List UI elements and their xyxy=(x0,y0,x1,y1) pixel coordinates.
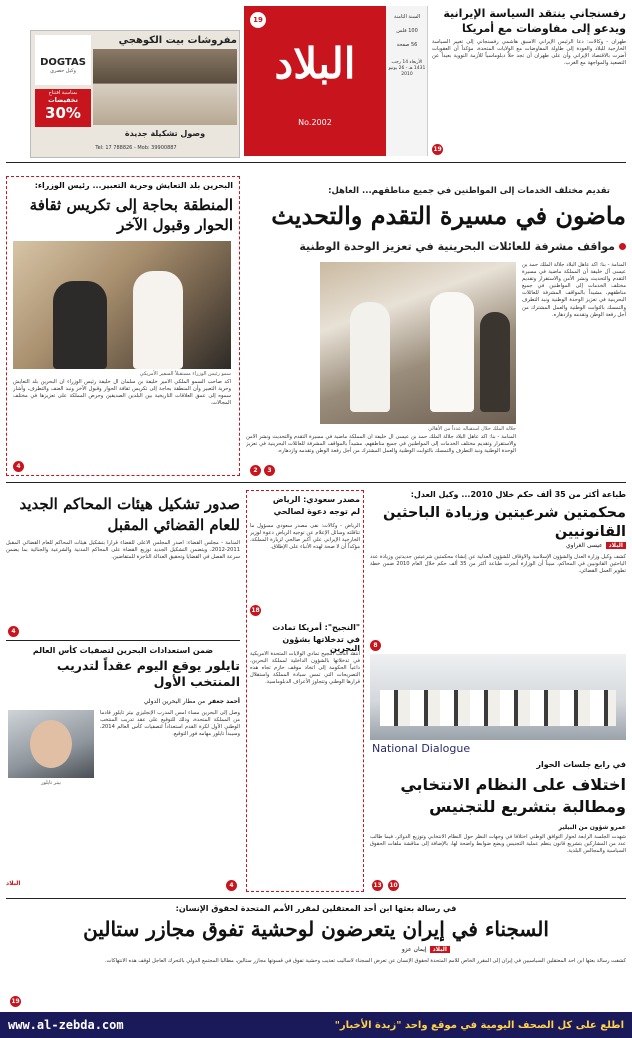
lead-photo-figure-a xyxy=(350,302,390,412)
lead-photo xyxy=(320,262,516,424)
football-headline: تايلور يوقع اليوم عقداً لتدريب المنتخب الأول xyxy=(56,658,240,689)
football-face xyxy=(30,720,72,768)
lead-caption: جلالة الملك خلال استقباله عدداً من الأهالي xyxy=(428,426,516,432)
judicial-body: المنامة - مجلس القضاء: أصدر المجلس الأعلى للقضاء قراراً بتشكيل هيئات المحاكم للعام القضائي المقبل 2011-2012، ويتضمن التشكيل الجديد توزيع القضاة على المحاكم المدنية والشرعية والجنائية بما يضمن سرعة الفصل في القضايا وتحقيق العدالة الناجزة للمتقاضين. xyxy=(6,540,240,561)
saudi-headline: لم توجه دعوة لصالحي xyxy=(273,507,360,516)
lead-ref-1: 2 xyxy=(250,465,261,476)
masthead-issue-no: No.2002 xyxy=(298,118,332,127)
dialogue-photo xyxy=(370,654,626,740)
lead-photo-figure-b xyxy=(430,292,474,412)
dialogue-ref-1: 10 xyxy=(389,882,398,889)
dialogue-kicker: في رابع جلسات الحوار xyxy=(536,760,626,769)
ad-discount-label: تخفيضات xyxy=(48,96,78,104)
saudi-ref: 18 xyxy=(251,607,260,614)
courts-kicker: طباعة أكثر من 35 ألف حكم خلال 2010... وكيل العدل: xyxy=(410,490,626,499)
ad-tagline: وصول تشكيلة جديدة xyxy=(124,129,206,138)
left-story-box[interactable] xyxy=(6,176,240,476)
dialogue-logo-label: National Dialogue xyxy=(372,742,471,755)
top-teaser-body: طهران - وكالات: دعا الرئيس الإيراني الأسبق هاشمي رفسنجاني إلى تغيير السياسة الخارجية للبلاد والعودة إلى طاولة المفاوضات مع الولايات المتحدة، مؤكداً أن العقوبات أضرت بالاقتصاد الإيراني وأن على طهران أن تجد حلاً دبلوماسياً للأزمة النووية بعيداً عن التصعيد والمواجهة مع الغرب. xyxy=(432,39,626,67)
ad-season-label: بمناسبة افتتاح xyxy=(48,90,78,96)
pages-label: 56 صفحة xyxy=(396,42,418,48)
masthead xyxy=(244,6,386,156)
lead-subhead-text: مواقف مشرفة للعائلات البحرينية في تعزيز الوحدة الوطنية xyxy=(299,240,615,253)
football-caption: بيتر تايلور xyxy=(41,780,61,786)
ad-logo-sub: وكيل حصري xyxy=(50,68,76,74)
masthead-badge: 19 xyxy=(250,12,266,28)
judicial-headline: صدور تشكيل هيئات المحاكم الجديد للعام القضائي المقبل xyxy=(19,495,240,534)
prison-ref: 19 xyxy=(11,998,20,1005)
ad-logo-box xyxy=(35,35,91,85)
dialogue-headline: اختلاف على النظام الانتخابي ومطالبة بتشريع للتجنيس xyxy=(400,775,626,816)
saudi-kicker: مصدر سعودي: الرياض xyxy=(272,495,360,504)
football-author-sub: من مطار البحرين الدولي xyxy=(143,698,206,705)
lead-body: المنامة - بنا: أكد عاهل البلاد جلالة الملك حمد بن عيسى آل خليفة أن المملكة ماضية في مسيرة التقدم والتحديث ونشر الأمن والاستقرار وتقديم مختلف الخدمات إلى المواطنين في جميع مناطقهم، مشيداً بالمواقف المشرفة للعائلات البحرينية في تعزيز الوحدة الوطنية ونبذ التطرف والتمسك بالثوابت الوطنية والعمل المشترك من أجل رفعة الوطن وتقدمه وازدهاره. xyxy=(522,262,626,318)
courts-byline xyxy=(370,542,626,549)
courts-author-tag: البلاد xyxy=(606,542,626,549)
top-teaser-ref: 19 xyxy=(433,146,442,153)
prison-body: كشفت رسالة بعثها ابن أحد المعتقلين السياسيين في إيران إلى المقرر الخاص للأمم المتحدة لحقوق الإنسان عن تعرض السجناء لأساليب تعذيب وحشية تفوق في قسوتها مجازر ستالين، مطالباً المجتمع الدولي بالتحرك العاجل لوقف هذه الانتهاكات. xyxy=(104,958,626,964)
price-label: 100 فلس xyxy=(396,28,418,34)
masthead-logo: البلاد xyxy=(274,39,356,88)
issue-line: السنة الثامنة xyxy=(394,14,420,20)
footer-slogan: اطلع على كل الصحف اليومية في موقع واحد "زبدة الأخبار" xyxy=(334,1019,624,1031)
footer-url[interactable]: www.al-zebda.com xyxy=(8,1018,124,1032)
left-photo-figure-a xyxy=(133,271,183,369)
date-line: الأربعاء 14 رجب 1431 هـ - 26 يونيو 2010 xyxy=(388,60,426,77)
ad-contact: Tel: 17 788826 - Mob: 39900887 xyxy=(95,145,177,151)
top-teaser-headline: رفسنجاني ينتقد السياسة الإيرانية ويدعو إلى مفاوضات مع أمريكا xyxy=(443,7,626,35)
footer-bar[interactable] xyxy=(0,1012,632,1038)
prison-author: إيمان عزو xyxy=(401,946,427,953)
prison-headline: السجناء في إيران يتعرضون لوحشية تفوق مجازر ستالين xyxy=(83,917,549,941)
furniture-ad[interactable] xyxy=(30,30,240,158)
lead-kicker: تقديم مختلف الخدمات إلى المواطنين في جميع مناطقهم... العاهل: xyxy=(328,186,610,196)
lead-ref-2: 3 xyxy=(264,465,275,476)
dialogue-author: عمرو شؤون من البيلير xyxy=(558,824,626,831)
left-headline: المنطقة بحاجة إلى تكريس ثقافة الحوار وقبول الآخر xyxy=(29,196,233,234)
judicial-ref: 4 xyxy=(8,626,19,637)
ad-brand: مفروشات بيت الكوهجي xyxy=(118,35,237,46)
lead-subhead xyxy=(250,240,626,253)
courts-body: كشف وكيل وزارة العدل والشؤون الإسلامية والأوقاف للشؤون العدلية عن إنشاء محكمتين شرعيتين جديدتين وزيادة عدد الباحثين القانونيين في المحاكم، مبيناً أن الوزارة أنجزت طباعة أكثر من 35 ألف حكم خلال العام 2010 ضمن خطة تطوير العمل القضائي. xyxy=(370,554,626,575)
football-byline xyxy=(100,698,240,705)
left-kicker: البحرين بلد التعايش وحرية التعبير... رئيس الوزراء: xyxy=(34,181,233,190)
divider-top xyxy=(6,162,626,163)
divider-left xyxy=(6,640,240,641)
left-caption: سمو رئيس الوزراء مستقبلاً السفير الأمريكي xyxy=(139,371,231,377)
saudi-body: الرياض - وكالات: نفى مصدر سعودي مسؤول ما تناقلته وسائل الإعلام عن توجيه الرياض دعوة لوزير الخارجية الإيراني علي أكبر صالحي لزيارة المملكة، مؤكداً أن لا صحة لهذه الأنباء على الإطلاق. xyxy=(250,523,360,551)
football-paper-tag: البلاد xyxy=(6,880,21,887)
left-body: أكد صاحب السمو الملكي الأمير خليفة بن سلمان آل خليفة رئيس الوزراء أن البحرين بلد التعايش وحرية التعبير وأن المنطقة بحاجة إلى تكريس ثقافة الحوار وقبول الآخر ونبذ العنف والتطرف، وأشار سموه إلى عمق العلاقات التاريخية بين البلدين الصديقين وحرص المملكة على تعزيزها في مختلف المجالات. xyxy=(13,379,231,407)
ad-discount-box xyxy=(35,89,91,127)
ad-discount: 30% xyxy=(45,104,81,122)
lead-body-2: المنامة - بنا: أكد عاهل البلاد جلالة الملك حمد بن عيسى آل خليفة أن المملكة ماضية في مسيرة التقدم والتحديث ونشر الأمن والاستقرار وتقديم مختلف الخدمات إلى المواطنين في جميع مناطقهم، مشيداً بالمواقف المشرفة للعائلات البحرينية في تعزيز الوحدة الوطنية ونبذ التطرف والتمسك بالثوابت الوطنية والعمل المشترك من أجل رفعة الوطن وتقدمه وازدهاره. xyxy=(246,434,516,455)
middle-story-box[interactable] xyxy=(246,490,364,892)
top-teaser[interactable] xyxy=(432,6,626,156)
left-ref: 4 xyxy=(13,461,24,472)
left-photo-figure-b xyxy=(53,281,107,369)
divider-bottom xyxy=(6,898,626,899)
najeh-kicker: "النجيح": أمريكا تمادت xyxy=(272,623,360,632)
courts-ref: 8 xyxy=(370,640,381,651)
lead-photo-figure-c xyxy=(480,312,510,412)
prison-byline xyxy=(330,946,450,953)
football-ref: 4 xyxy=(226,880,237,891)
courts-headline: محكمتين شرعيتين وزيادة الباحثين القانونيين xyxy=(383,505,626,540)
prison-kicker: في رسالة بعثها ابن أحد المعتقلين لمقرر الأمم المتحدة لحقوق الإنسان: xyxy=(175,904,457,913)
ad-logo: DOGTAS xyxy=(40,57,86,68)
lead-headline: ماضون في مسيرة التقدم والتحديث xyxy=(271,201,626,230)
football-body: وصل إلى البحرين مساء أمس المدرب الإنجليزي بيتر تايلور قادماً من المملكة المتحدة، وذلك للتوقيع على عقد تدريب المنتخب الوطني الأول لكرة القدم استعداداً لتصفيات كأس العالم 2014، وسيبدأ تايلور مهامه فور التوقيع. xyxy=(100,710,240,738)
prison-author-tag: البلاد xyxy=(430,946,450,953)
dialogue-ref-2: 13 xyxy=(373,882,382,889)
football-kicker: ضمن استعدادات البحرين لتصفيات كأس العالم xyxy=(32,646,214,655)
courts-author: عيسى الغراوي xyxy=(565,542,603,549)
ad-room-photo xyxy=(93,49,237,125)
divider-mid xyxy=(6,482,626,483)
football-photo xyxy=(8,710,94,778)
football-author: أحمد جعفر xyxy=(208,698,240,705)
dialogue-photo-row xyxy=(380,690,616,726)
lead-bullet-icon xyxy=(619,243,626,250)
masthead-info-strip xyxy=(386,6,428,156)
dialogue-body: شهدت الجلسة الرابعة لحوار التوافق الوطني اختلافاً في وجهات النظر حول النظام الانتخابي وتوزيع الدوائر، فيما طالب عدد من المشاركين بتشريع قانون ينظم عملية التجنيس ويضع ضوابط واضحة لها، بالإضافة إلى مناقشة ملفات الحقوق السياسية والمجالس البلدية. xyxy=(370,834,626,855)
left-photo xyxy=(13,241,231,369)
najeh-headline: في تدخلاتها بشؤون البحرين xyxy=(282,635,360,653)
najeh-body: انتقد النائب النجيح تمادي الولايات المتحدة الأمريكية في تدخلاتها بالشؤون الداخلية لمملكة البحرين، داعياً الحكومة إلى اتخاذ موقف حازم تجاه هذه التصريحات التي تمس سيادة المملكة واستقلال قرارها الوطني وتتجاوز الأعراف الدبلوماسية. xyxy=(250,651,360,686)
